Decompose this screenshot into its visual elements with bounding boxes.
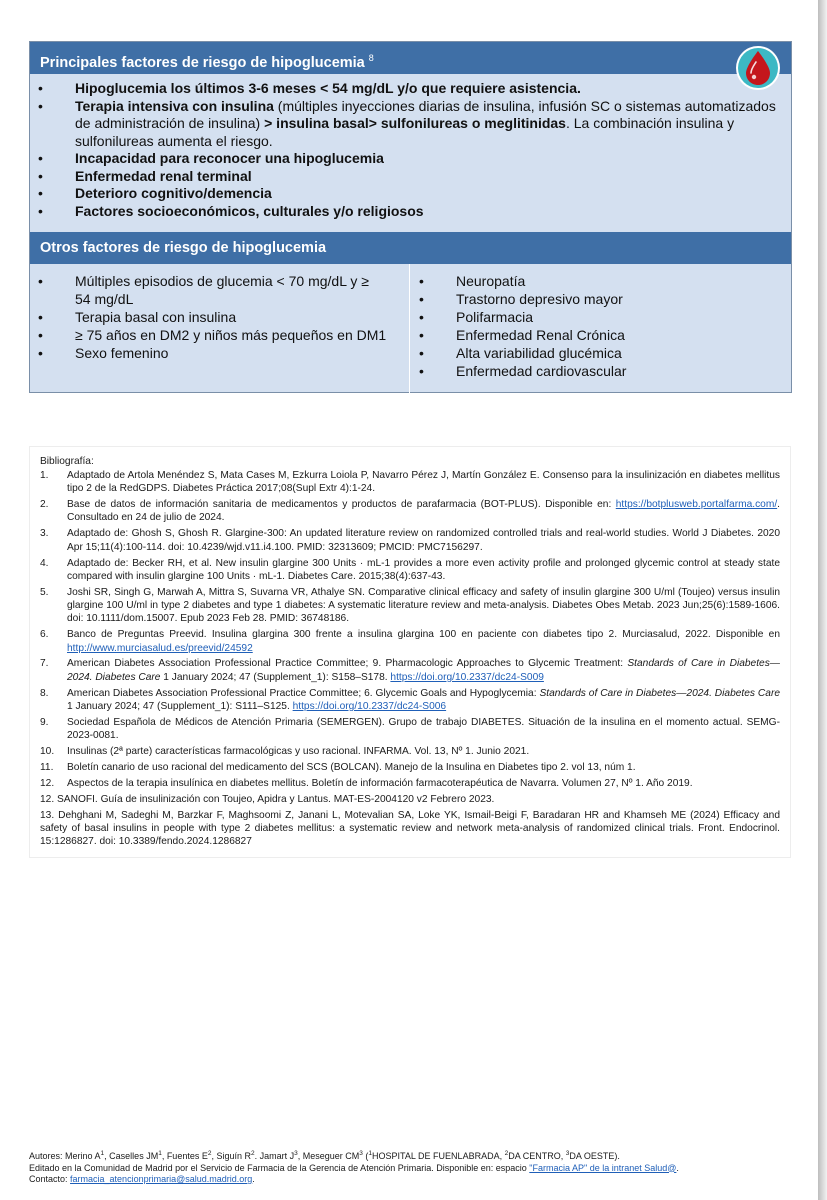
main-risk-factors-header <box>30 42 791 74</box>
risk-item-text: Terapia basal con insulina <box>75 309 237 325</box>
authors-text: DA OESTE). <box>569 1151 620 1161</box>
risk-item-text: Sexo femenino <box>75 345 169 361</box>
list-item <box>38 344 388 362</box>
reference-item <box>40 469 780 496</box>
bullet: • <box>38 309 43 325</box>
risk-item-text: Múltiples episodios de glucemia < 70 mg/dL y ≥ 54 mg/dL <box>75 273 369 307</box>
reference-item <box>40 498 780 525</box>
reference-link[interactable]: https://doi.org/10.2337/dc24-S009 <box>390 671 544 683</box>
list-item <box>419 362 779 380</box>
list-item <box>419 308 779 326</box>
affiliation-sup: 2 <box>207 1150 212 1157</box>
authors-text: . Jamart J <box>254 1151 295 1161</box>
risk-item-text: Alta variabilidad glucémica <box>456 345 622 361</box>
list-item <box>38 168 778 186</box>
list-item <box>38 308 388 326</box>
list-item <box>419 326 779 344</box>
main-risk-header-text: Principales factores de riesgo de hipoglucemia <box>40 54 365 71</box>
risk-item-text: Terapia intensiva con insulina <box>75 97 274 114</box>
list-item <box>38 80 778 98</box>
reference-italic: Standards of Care in Diabetes—2024. Diabetes Care <box>539 687 780 699</box>
reference-item: 12. SANOFI. Guía de insulinización con Toujeo, Apidra y Lantus. MAT-ES-2004120 v2 Febrero 2023. <box>40 793 495 805</box>
risk-item-text: ≥ 75 años en DM2 y niños más pequeños en DM1 <box>75 327 387 343</box>
bullet: • <box>419 309 424 325</box>
reference-text: Adaptado de: Becker RH, et al. New insulin glargine 300 Units · mL-1 provides a more even activity profile and prolonged glycemic control at steady state compared with insulin glargine 100 Units · mL-1. Diabetes Care. 2015;38(4):637-43. <box>67 557 780 582</box>
reference-number: 11. <box>40 761 54 773</box>
reference-item <box>40 657 780 684</box>
bullet: • <box>419 345 424 361</box>
risk-item-text: Incapacidad para reconocer una hipoglucemia <box>75 150 384 166</box>
list-item <box>38 326 388 344</box>
affiliation-sup: 1 <box>158 1150 162 1157</box>
reference-number: 1. <box>40 470 49 481</box>
bullet: • <box>38 273 43 289</box>
bullet: • <box>419 363 424 379</box>
edited-text: Editado en la Comunidad de Madrid por el Servicio de Farmacia de la Gerencia de Atención Primaria. Disponible en: espacio <box>29 1162 530 1173</box>
bullet: • <box>419 291 424 307</box>
reference-text-end: . Consultado en 24 de julio de 2024. <box>67 499 780 524</box>
affiliation-sup: 1 <box>368 1150 373 1157</box>
risk-item-text: Enfermedad Renal Crónica <box>456 327 625 343</box>
other-risk-right-column <box>411 264 791 394</box>
list-item <box>38 98 778 151</box>
reference-text: Aspectos de la terapia insulínica en diabetes mellitus. Boletín de información farmacoterapéutica de Navarra. Volumen 27, Nº 1. Año 2019. <box>67 777 693 789</box>
reference-text: Boletín canario de uso racional del medicamento del SCS (BOLCAN). Manejo de la Insulina en Diabetes tipo 2. vol 13, núm 1. <box>67 761 636 773</box>
other-risk-left-list <box>38 272 388 362</box>
bullet: • <box>38 327 43 343</box>
bullet: • <box>38 185 43 201</box>
bibliography-title: Bibliografía: <box>40 456 94 467</box>
authors-text: , Caselles JM <box>104 1151 159 1161</box>
list-item <box>419 272 779 290</box>
reference-item: 13. Dehghani M, Sadeghi M, Barzkar F, Maghsoomi Z, Janani L, Motevalian SA, Loke YK, Ismail-Beigi F, Baradaran HR and Khamseh ME (2024) Efficacy and safety of basal insulins in people with type 2 diabetes mellitus: a systematic review and network meta-analysis of randomized clinical trials. Front. Endocrinol. 15:1286827. doi: 10.3389/fendo.2024.1286827 <box>40 809 780 848</box>
authors-text: ( <box>362 1151 369 1161</box>
footer <box>29 1148 791 1190</box>
reference-item <box>40 745 780 758</box>
header-ref-number: 8 <box>368 53 374 63</box>
reference-link[interactable]: https://botplusweb.portalfarma.com/ <box>615 499 778 511</box>
affiliation-sup: 2 <box>504 1150 509 1157</box>
edited-end: . <box>676 1162 679 1173</box>
reference-link[interactable]: https://doi.org/10.2337/dc24-S006 <box>292 700 447 712</box>
reference-number: 7. <box>40 658 49 670</box>
intranet-link[interactable]: "Farmacia AP" de la intranet Salud@ <box>529 1162 677 1173</box>
authors-text: HOSPITAL DE FUENLABRADA, <box>372 1151 505 1161</box>
reference-text: Joshi SR, Singh G, Marwah A, Mittra S, Suvarna VR, Athalye SN. Comparative clinical efficacy and safety of insulin glargine 300 U/ml (Toujeo) versus insulin glargine 100 U/ml in type 2 diabetes and type 1 diabetes: A systematic literature review and meta-analysis. Diabetes Obes Metab. 2023 Jun;25(6):1589-1606. doi: 10.1111/dom.15007. Epub 2023 Feb 28. PMID: 36748186. <box>67 586 780 625</box>
list-item <box>38 272 388 308</box>
authors-text: Autores: Merino A <box>29 1151 101 1161</box>
reference-item <box>40 586 780 626</box>
contact-email-link[interactable]: farmacia_atencionprimaria@salud.madrid.org <box>70 1174 253 1184</box>
edited-line <box>29 1163 791 1175</box>
reference-text-end: 1 January 2024; 47 (Supplement_1): S158–S178. <box>160 671 391 683</box>
risk-item-detail: (múltiples inyecciones diarias de insulina, infusión SC o sistemas automatizados de administración de insulina) <box>75 97 776 131</box>
other-risk-factors-header: Otros factores de riesgo de hipoglucemia <box>30 232 791 264</box>
list-item <box>38 203 778 221</box>
risk-item-text: Trastorno depresivo mayor <box>456 291 623 307</box>
authors-text: , Siguín R <box>211 1151 251 1161</box>
bullet: • <box>38 202 43 219</box>
reference-text-end: 1 January 2024; 47 (Supplement_1): S111–S125. <box>67 700 293 712</box>
risk-factors-panel <box>29 41 792 393</box>
reference-item <box>40 761 780 774</box>
authors-text: , Fuentes E <box>161 1151 208 1161</box>
bullet: • <box>419 273 424 289</box>
reference-italic: Standards of Care in Diabetes—2024. Diabetes Care <box>67 658 780 683</box>
authors-line <box>29 1148 791 1163</box>
contact-line <box>29 1174 791 1186</box>
other-risk-left-column <box>30 264 410 394</box>
bullet: • <box>38 80 43 96</box>
reference-number: 6. <box>40 629 49 641</box>
list-item <box>419 344 779 362</box>
reference-text: American Diabetes Association Professional Practice Committee; 6. Glycemic Goals and Hypoglycemia: <box>67 687 540 699</box>
affiliation-sup: 3 <box>359 1150 363 1157</box>
reference-number: 2. <box>40 499 49 511</box>
reference-item <box>40 777 780 790</box>
bibliography-list <box>40 469 780 851</box>
list-item <box>419 290 779 308</box>
reference-item <box>40 687 780 714</box>
risk-item-text: Neuropatía <box>456 273 526 289</box>
reference-text: Adaptado de Artola Menéndez S, Mata Cases M, Ezkurra Loiola P, Navarro Pérez J, Martín González E. Consenso para la insulinización en diabetes mellitus tipo 2 de la RedGDPS. Diabetes Práctica 2017;08(Supl Extr 4):1-24. <box>67 470 780 495</box>
main-risk-list <box>38 80 778 220</box>
list-item <box>38 185 778 203</box>
reference-number: 12. <box>40 777 55 789</box>
bullet: • <box>38 97 43 114</box>
reference-item <box>40 628 780 655</box>
bullet: • <box>38 167 43 184</box>
reference-number: 5. <box>40 586 49 598</box>
risk-item-text: Polifarmacia <box>456 309 534 325</box>
authors-text: DA CENTRO, <box>508 1151 566 1161</box>
other-risk-right-list <box>419 272 779 380</box>
page-edge-shadow <box>818 0 827 1200</box>
contact-end: . <box>252 1174 255 1184</box>
reference-number: 10. <box>40 745 55 757</box>
risk-item-text: Hipoglucemia los últimos 3-6 meses < 54 mg/dL y/o que requiere asistencia. <box>75 80 581 96</box>
bibliography <box>29 446 791 858</box>
risk-item-text: Enfermedad renal terminal <box>75 167 252 184</box>
risk-item-bold-detail: > insulina basal> sulfonilureas o meglitinidas <box>264 115 566 131</box>
reference-text: Banco de Preguntas Preevid. Insulina glargina 300 frente a insulina glargina 100 en paciente con diabetes tipo 2. Murciasalud, 2022. Disponible en <box>67 629 780 641</box>
bullet: • <box>38 345 43 361</box>
reference-text: Insulinas (2ª parte) características farmacológicas y uso racional. INFARMA. Vol. 13, Nº 1. Junio 2021. <box>67 745 530 757</box>
contact-label: Contacto: <box>29 1174 71 1184</box>
reference-number: 4. <box>40 557 49 569</box>
affiliation-sup: 2 <box>251 1150 255 1157</box>
reference-text: Sociedad Española de Médicos de Atención Primaria (SEMERGEN). Grupo de trabajo DIABETES. Situación de la insulina en el momento actual. SEMG-2023-0081. <box>67 716 780 742</box>
risk-item-text: Enfermedad cardiovascular <box>456 363 627 379</box>
reference-number: 9. <box>40 716 49 728</box>
reference-link[interactable]: http://www.murciasalud.es/preevid/24592 <box>67 642 253 654</box>
risk-item-note: . La combinación insulina y sulfonilureas aumenta el riesgo. <box>75 115 735 149</box>
bullet: • <box>419 327 424 343</box>
reference-text: Adaptado de: Ghosh S, Ghosh R. Glargine-300: An updated literature review on randomized controlled trials and real-world studies. World J Diabetes. 2020 Apr 15;11(4):100-114. doi: 10.4239/wjd.v11.i4.100. PMID: 32313609; PMCID: PMC7156297. <box>67 528 780 553</box>
reference-number: 3. <box>40 528 49 540</box>
list-item <box>38 150 778 168</box>
risk-item-text: Factores socioeconómicos, culturales y/o religiosos <box>75 202 424 219</box>
reference-text: Base de datos de información sanitaria de medicamentos y productos de parafarmacia (BOT-PLUS). Disponible en: <box>67 499 616 511</box>
reference-text: American Diabetes Association Professional Practice Committee; 9. Pharmacologic Approaches to Glycemic Treatment: <box>67 658 628 670</box>
reference-item <box>40 527 780 554</box>
reference-item <box>40 557 780 584</box>
affiliation-sup: 3 <box>565 1150 570 1157</box>
affiliation-sup: 3 <box>294 1150 298 1157</box>
reference-number: 8. <box>40 687 49 699</box>
risk-item-text: Deterioro cognitivo/demencia <box>75 185 272 201</box>
reference-item <box>40 716 780 743</box>
bullet: • <box>38 150 43 166</box>
authors-text: , Meseguer CM <box>297 1151 360 1161</box>
affiliation-sup: 1 <box>100 1150 105 1157</box>
